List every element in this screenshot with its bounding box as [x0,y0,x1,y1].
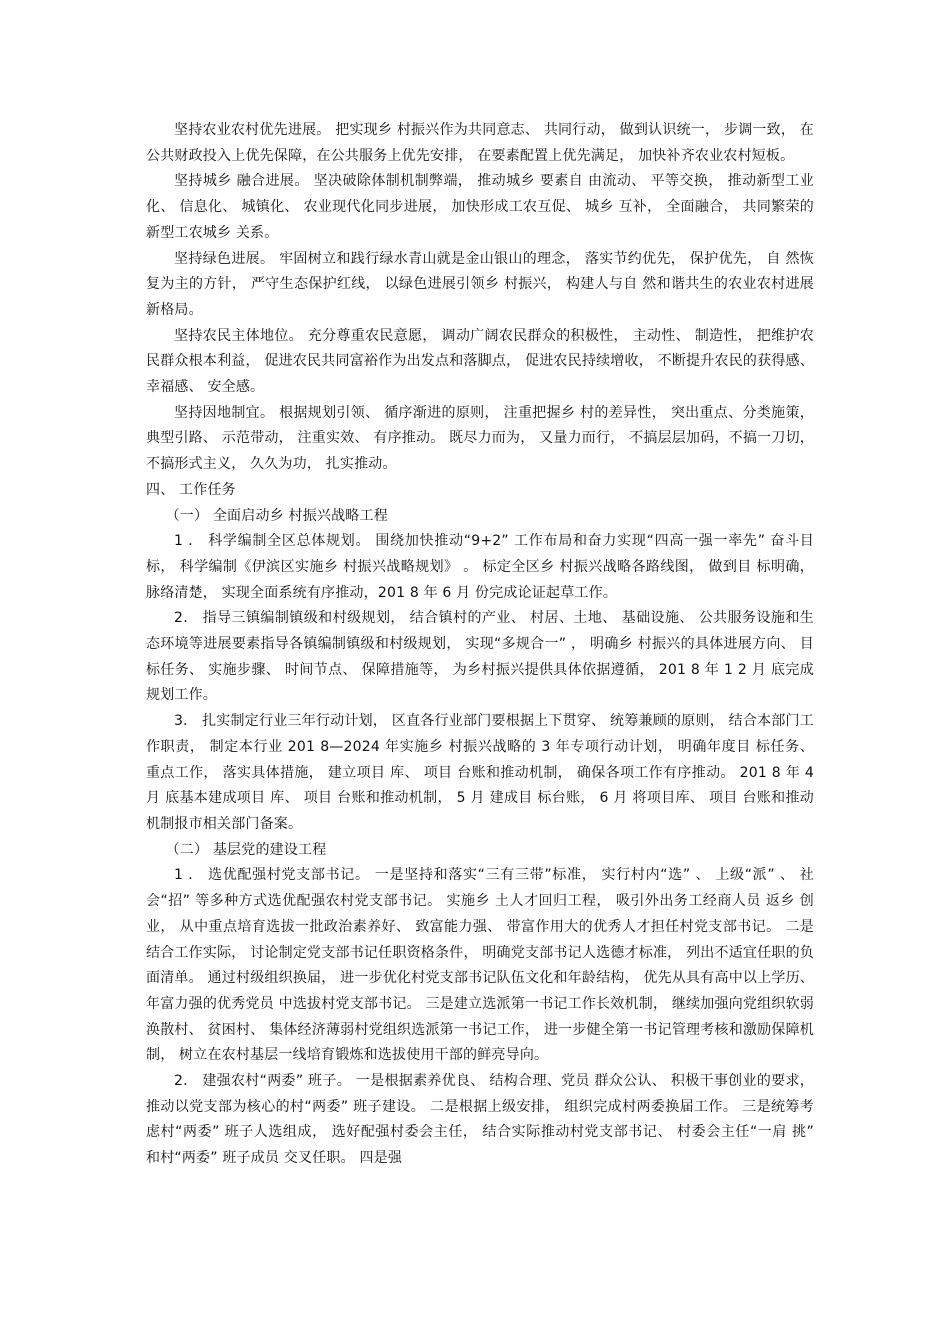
paragraph-green-development: 坚持绿色进展。 牢固树立和践行绿水青山就是金山银山的理念， 落实节约优先， 保护优先， 自 然恢复为主的方针， 严守生态保护红线， 以绿色进展引领乡 村振兴， 构建人与自 然和谐共生的农业农村进展新格局。 [146,250,814,318]
paragraph-priority-agriculture: 坚持农业农村优先进展。 把实现乡 村振兴作为共同意志、 共同行动， 做到认识统一， 步调一致， 在公共财政投入上优先保障，在公共服务上优先安排， 在要素配置上优先满足， 加快补齐农业农村短板。 [146,122,814,164]
subsection-heading-2: （二） 基层党的建设工程 [165,841,327,858]
paragraph-urban-rural-integration: 坚持城乡 融合进展。 坚决破除体制机制弊端， 推动城乡 要素自 由流动、 平等交换， 推动新型工业化、 信息化、 城镇化、 农业现代化同步进展， 加快形成工农互促、 城乡 互补， 全面融合， 共同繁荣的新型工农城乡 关系。 [146,173,814,241]
section-heading-tasks: 四、 工作任务 [146,481,236,498]
subsection-heading-1: （一） 全面启动乡 村振兴战略工程 [165,507,388,524]
paragraph-item-2-1: 1 ． 选优配强村党支部书记。 一是坚持和落实“三有三带”标准， 实行村内“选” 、 上级“派” 、 社会“招” 等多种方式选优配强农村党支部书记。 实施乡 土人才回归工程， 吸引外出务工经商人员 返乡 创业， 从中重点培育选拔一批政治素养好、 致富能力强、 带富作用大的优秀人才担任村党支部书记。 二是结合工作实际， 讨论制定党支部书记任职资格条件， 明确党支部书记人选德才标准， 列出不适宜任职的负 面清单。 通过村级组织换届， 进一步优化村党支部书记队伍文化和年龄结构， 优先从具有高中以上学历、 年富力强的优秀党员 中选拔村党支部书记。 三是建立选派第一书记工作长效机制， 继续加强向党组织软弱涣散村、 贫困村、 集体经济薄弱村党组织选派第一书记工作， 进一步健全第一书记管理考核和激励保障机制， 树立在农村基层一线培育锻炼和选拔使用干部的鲜亮导向。 [146,867,814,1064]
paragraph-item-1-3: 3． 扎实制定行业三年行动计划， 区直各行业部门要根据上下贯穿、 统筹兼顾的原则， 结合本部门工作职责， 制定本行业 201 8—2024 年实施乡 村振兴战略的 3 年专项行动计划， 明确年度目 标任务、 重点工作， 落实具体措施， 建立项目 库、 项目 台账和推动机制， 确保各项工作有序推动。 201 8 年 4 月 底基本建成项目 库、 项目 台账和推动机制， 5 月 建成目 标台账， 6 月 将项目库、 项目 台账和推动机制报市相关部门备案。 [146,713,814,832]
paragraph-item-2-2: 2． 建强农村“两委” 班子。 一是根据素养优良、 结构合理、党员 群众公认、 积极干事创业的要求， 推动以党支部为核心的村“两委” 班子建设。 二是根据上级安排， 组织完成村两委换届工作。 三是统筹考虑村“两委” 班子人选组成， 选好配强村委会主任， 结合实际推动村党支部书记、 村委会主任“一肩 挑” 和村“两委” 班子成员 交叉任职。 四是强 [146,1073,814,1167]
paragraph-local-conditions: 坚持因地制宜。 根据规划引领、 循序渐进的原则， 注重把握乡 村的差异性， 突出重点、分类施策， 典型引路、 示范带动， 注重实效、 有序推动。 既尽力而为， 又量力而行， 不搞层层加码，不搞一刀切， 不搞形式主义， 久久为功， 扎实推动。 [146,404,814,473]
paragraph-item-1-1: 1 ． 科学编制全区总体规划。 围绕加快推动“9+2” 工作布局和奋力实现“四高一强一率先” 奋斗目 标， 科学编制《伊滨区实施乡 村振兴战略规划》 。 标定全区乡 村振兴战略各路线图， 做到目 标明确， 脉络清楚， 实现全面系统有序推动，201 8 年 6 月 份完成论证起草工作。 [146,533,814,601]
document-body [146,118,814,1172]
paragraph-farmer-subject: 坚持农民主体地位。 充分尊重农民意愿， 调动广阔农民群众的积极性， 主动性、 制造性， 把维护农民群众根本利益， 促进农民共同富裕作为出发点和落脚点， 促进农民持续增收， 不断提升农民的获得感、 幸福感、 安全感。 [146,327,814,396]
paragraph-item-1-2: 2． 指导三镇编制镇级和村级规划， 结合镇村的产业、 村居、土地、 基础设施、 公共服务设施和生态环境等进展要素指导各镇编制镇级和村级规划， 实现“多规合一” ， 明确乡 村振兴的具体进展方向、 目 标任务、 实施步骤、 时间节点、 保障措施等， 为乡村振兴提供具体依据遵循， 201 8 年 1 2 月 底完成规划工作。 [146,610,814,704]
